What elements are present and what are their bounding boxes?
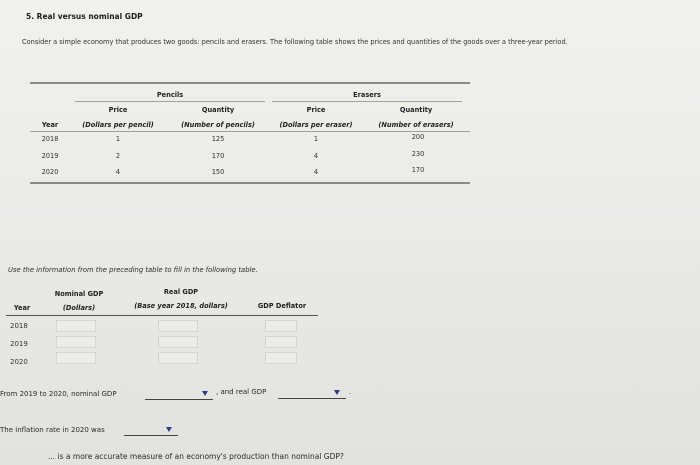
pencil-price-header: Price bbox=[108, 106, 128, 114]
table-cell: 170 bbox=[211, 152, 225, 160]
table-cell: 1 bbox=[115, 135, 121, 143]
pencils-group-header: Pencils bbox=[156, 91, 184, 99]
pencil-price-unit: (Dollars per pencil) bbox=[82, 121, 154, 129]
table-row-year: 2018 bbox=[10, 322, 28, 330]
pencil-quantity-unit: (Number of pencils) bbox=[181, 121, 255, 129]
deflator-2018-input[interactable] bbox=[265, 320, 297, 332]
pencils-group-rule bbox=[75, 101, 265, 102]
q1-middle: , and real GDP bbox=[216, 388, 267, 396]
q2-prefix: The inflation rate in 2020 was bbox=[0, 426, 105, 434]
real-gdp-header: Real GDP bbox=[163, 288, 199, 296]
eraser-price-unit: (Dollars per eraser) bbox=[279, 121, 353, 129]
gdp-table-header-rule bbox=[6, 315, 318, 316]
table-row-year: 2020 bbox=[10, 358, 28, 366]
pencil-quantity-header: Quantity bbox=[201, 106, 235, 114]
table-row-year: 2019 bbox=[41, 152, 59, 160]
header-divider bbox=[30, 131, 470, 132]
q1-prefix: From 2019 to 2020, nominal GDP bbox=[0, 390, 117, 398]
table-cell: 4 bbox=[313, 168, 319, 176]
dropdown-arrow-icon[interactable] bbox=[166, 427, 172, 432]
q1-suffix: . bbox=[349, 388, 352, 396]
real-gdp-change-dropdown[interactable] bbox=[278, 398, 346, 399]
inflation-rate-dropdown[interactable] bbox=[124, 435, 178, 436]
eraser-quantity-header: Quantity bbox=[399, 106, 433, 114]
eraser-price-header: Price bbox=[306, 106, 326, 114]
real-gdp-2019-input[interactable] bbox=[158, 336, 198, 348]
table-cell: 170 bbox=[411, 166, 425, 174]
table-cell: 2 bbox=[115, 152, 121, 160]
table-cell: 150 bbox=[211, 168, 225, 176]
table-row-year: 2018 bbox=[41, 135, 59, 143]
table-cell: 125 bbox=[211, 135, 225, 143]
deflator-2019-input[interactable] bbox=[265, 336, 297, 348]
instruction-text: Use the information from the preceding table to fill in the following table. bbox=[8, 266, 258, 274]
nominal-gdp-unit: (Dollars) bbox=[62, 304, 96, 312]
nominal-gdp-change-dropdown[interactable] bbox=[145, 399, 213, 400]
q3-partial-text: ... is a more accurate measure of an economy's production than nominal GDP? bbox=[48, 452, 344, 461]
real-gdp-2020-input[interactable] bbox=[158, 352, 198, 364]
nominal-gdp-2020-input[interactable] bbox=[56, 352, 96, 364]
erasers-group-header: Erasers bbox=[353, 91, 381, 99]
table-row-year: 2019 bbox=[10, 340, 28, 348]
nominal-gdp-header: Nominal GDP bbox=[54, 290, 104, 298]
table-bottom-rule bbox=[30, 182, 470, 184]
question-title: 5. Real versus nominal GDP bbox=[26, 12, 143, 21]
nominal-gdp-2019-input[interactable] bbox=[56, 336, 96, 348]
intro-text: Consider a simple economy that produces two goods: pencils and erasers. The following table shows the prices and quantities of the goods over a three-year period. bbox=[22, 38, 568, 46]
year-header-2: Year bbox=[13, 304, 31, 312]
erasers-group-rule bbox=[272, 101, 462, 102]
table-row-year: 2020 bbox=[41, 168, 59, 176]
dropdown-arrow-icon[interactable] bbox=[202, 391, 208, 396]
table-cell: 230 bbox=[411, 150, 425, 158]
gdp-deflator-header: GDP Deflator bbox=[257, 302, 307, 310]
eraser-quantity-unit: (Number of erasers) bbox=[378, 121, 454, 129]
table-cell: 4 bbox=[115, 168, 121, 176]
year-header: Year bbox=[41, 121, 59, 129]
table-cell: 4 bbox=[313, 152, 319, 160]
table-top-rule bbox=[30, 82, 470, 84]
deflator-2020-input[interactable] bbox=[265, 352, 297, 364]
real-gdp-2018-input[interactable] bbox=[158, 320, 198, 332]
table-cell: 200 bbox=[411, 133, 425, 141]
table-cell: 1 bbox=[313, 135, 319, 143]
dropdown-arrow-icon[interactable] bbox=[334, 390, 340, 395]
nominal-gdp-2018-input[interactable] bbox=[56, 320, 96, 332]
real-gdp-unit: (Base year 2018, dollars) bbox=[134, 302, 228, 310]
